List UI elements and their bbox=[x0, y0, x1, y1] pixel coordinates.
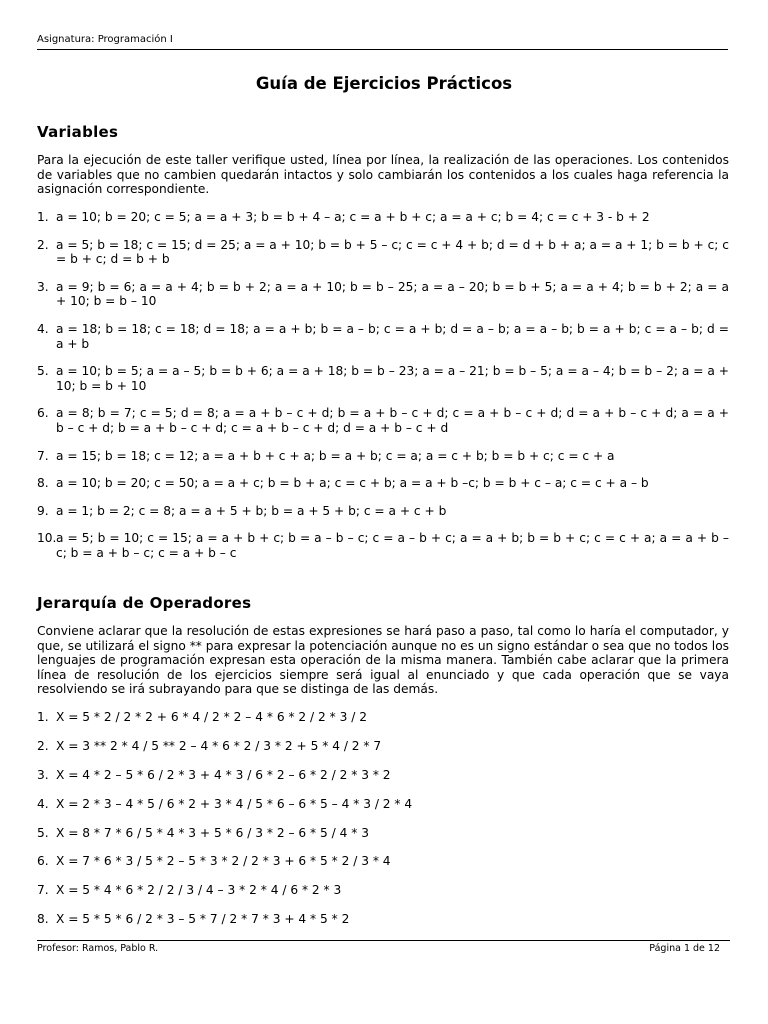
header-divider bbox=[37, 49, 728, 50]
exercise-text: a = 10; b = 20; c = 5; a = a + 3; b = b + 4 – a; c = a + b + c; a = a + c; b = 4; c = c + 3 - b + 2 bbox=[56, 210, 650, 224]
exercise-item bbox=[37, 768, 729, 783]
document-title: Guía de Ejercicios Prácticos bbox=[255, 74, 513, 93]
exercise-item bbox=[37, 238, 729, 267]
exercise-number: 3. bbox=[37, 767, 49, 782]
exercise-text: X = 5 * 4 * 6 * 2 / 2 / 3 / 4 – 3 * 2 * 4 / 6 * 2 * 3 bbox=[56, 883, 342, 898]
exercise-text: a = 1; b = 2; c = 8; a = a + 5 + b; b = a + 5 + b; c = a + c + b bbox=[56, 503, 447, 518]
footer-page-number: Página 1 de 12 bbox=[649, 943, 720, 954]
footer-professor: Profesor: Ramos, Pablo R. bbox=[37, 943, 159, 954]
exercise-number: 4. bbox=[37, 321, 49, 336]
exercise-number: 7. bbox=[37, 448, 49, 463]
exercise-number: 6. bbox=[37, 406, 49, 421]
exercise-number: 2. bbox=[37, 237, 49, 252]
exercise-item bbox=[37, 739, 729, 754]
variables-exercise-list bbox=[37, 210, 729, 574]
exercise-number: 5. bbox=[37, 825, 49, 840]
exercise-item bbox=[37, 210, 729, 225]
exercise-text: a = 5; b = 18; c = 15; d = 25; a = a + 10; b = b + 5 – c; c = c + 4 + b; d = d + b + a; a = a + 1; b = b + c; c = b + c; d = b + b bbox=[56, 237, 729, 267]
exercise-text: X = 3 ** 2 * 4 / 5 ** 2 – 4 * 6 * 2 / 3 * 2 + 5 * 4 / 2 * 7 bbox=[56, 738, 382, 753]
exercise-text: X = 2 * 3 – 4 * 5 / 6 * 2 + 3 * 4 / 5 * 6 – 6 * 5 – 4 * 3 / 2 * 4 bbox=[56, 796, 413, 811]
exercise-item bbox=[37, 364, 729, 393]
header-subject: Asignatura: Programación I bbox=[37, 34, 173, 45]
exercise-item bbox=[37, 912, 729, 927]
exercise-text: X = 8 * 7 * 6 / 5 * 4 * 3 + 5 * 6 / 3 * 2 – 6 * 5 / 4 * 3 bbox=[56, 825, 369, 840]
exercise-text: a = 10; b = 5; a = a – 5; b = b + 6; a = a + 18; b = b – 23; a = a – 21; b = b – 5; a = a – 4; b = b – 2; a = a + 10; b = b + 10 bbox=[56, 364, 729, 393]
exercise-number: 9. bbox=[37, 503, 49, 518]
exercise-item bbox=[37, 531, 729, 560]
exercise-text: a = 15; b = 18; c = 12; a = a + b + c + a; b = a + b; c = a; a = c + b; b = b + c; c = c + a bbox=[56, 448, 615, 463]
exercise-number: 5. bbox=[37, 364, 49, 379]
exercise-item bbox=[37, 826, 729, 841]
exercise-item bbox=[37, 710, 729, 725]
exercise-item bbox=[37, 449, 729, 464]
exercise-number: 8. bbox=[37, 912, 49, 927]
exercise-item bbox=[37, 854, 729, 869]
exercise-item bbox=[37, 406, 729, 435]
exercise-text: X = 7 * 6 * 3 / 5 * 2 – 5 * 3 * 2 / 2 * 3 + 6 * 5 * 2 / 3 * 4 bbox=[56, 854, 391, 869]
exercise-item bbox=[37, 322, 729, 351]
exercise-text: a = 10; b = 20; c = 50; a = a + c; b = b + a; c = c + b; a = a + b –c; b = b + c – a; c = c + a – b bbox=[56, 476, 649, 491]
exercise-number: 6. bbox=[37, 854, 49, 869]
exercise-item bbox=[37, 883, 729, 898]
exercise-item bbox=[37, 476, 729, 491]
exercise-text: a = 8; b = 7; c = 5; d = 8; a = a + b – c + d; b = a + b – c + d; c = a + b – c + d; d = a + b – c + d; a = a + b – c + d; b = a + b – c + d; c = a + b – c + d; d = a + b – c + d bbox=[56, 406, 729, 435]
exercise-number: 10. bbox=[37, 531, 57, 546]
exercise-number: 4. bbox=[37, 796, 49, 811]
exercise-number: 1. bbox=[37, 210, 49, 224]
exercise-text: X = 5 * 2 / 2 * 2 + 6 * 4 / 2 * 2 – 4 * 6 * 2 / 2 * 3 / 2 bbox=[56, 710, 367, 724]
exercise-text: a = 9; b = 6; a = a + 4; b = b + 2; a = a + 10; b = b – 25; a = a – 20; b = b + 5; a = a + 4; b = b + 2; a = a + 10; b = b – 10 bbox=[56, 279, 729, 309]
exercise-text: a = 18; b = 18; c = 18; d = 18; a = a + b; b = a – b; c = a + b; d = a – b; a = a – b; b = a + b; c = a – b; d = a + b bbox=[56, 321, 729, 351]
exercise-number: 1. bbox=[37, 710, 49, 724]
exercise-number: 2. bbox=[37, 738, 49, 753]
exercise-text: a = 5; b = 10; c = 15; a = a + b + c; b = a – b – c; c = a – b + c; a = a + b; b = b + c; c = c + a; a = a + b – c; b = a + b – c; c = a + b – c bbox=[56, 531, 729, 560]
exercise-number: 8. bbox=[37, 476, 49, 491]
section-heading-variables: Variables bbox=[37, 123, 119, 141]
exercise-text: X = 4 * 2 – 5 * 6 / 2 * 3 + 4 * 3 / 6 * 2 – 6 * 2 / 2 * 3 * 2 bbox=[56, 767, 391, 782]
exercise-item bbox=[37, 504, 729, 519]
exercise-number: 7. bbox=[37, 883, 49, 898]
variables-intro: Para la ejecución de este taller verifique usted, línea por línea, la realización de las operaciones. Los contenidos de variables que no cambien quedarán intactos y solo cambiarán los contenidos a los cuales haga referencia la asignación correspondiente. bbox=[37, 153, 729, 197]
jerarquia-exercise-list bbox=[37, 710, 729, 941]
jerarquia-intro: Conviene aclarar que la resolución de estas expresiones se hará paso a paso, tal como lo haría el computador, y que, se utilizará el signo ** para expresar la potenciación aunque no es un signo estándar o sea que no todos los lenguajes de programación expresan esta operación de la misma manera. También cabe aclarar que la primera línea de resolución de los ejercicios siempre será igual al enunciado y que cada operación que se vaya resolviendo se irá subrayando para que se distinga de las demás. bbox=[37, 624, 729, 697]
exercise-item bbox=[37, 797, 729, 812]
section-heading-jerarquia: Jerarquía de Operadores bbox=[37, 594, 252, 612]
exercise-text: X = 5 * 5 * 6 / 2 * 3 – 5 * 7 / 2 * 7 * 3 + 4 * 5 * 2 bbox=[56, 912, 350, 927]
exercise-item bbox=[37, 280, 729, 309]
footer-divider bbox=[37, 940, 730, 941]
exercise-number: 3. bbox=[37, 279, 49, 294]
